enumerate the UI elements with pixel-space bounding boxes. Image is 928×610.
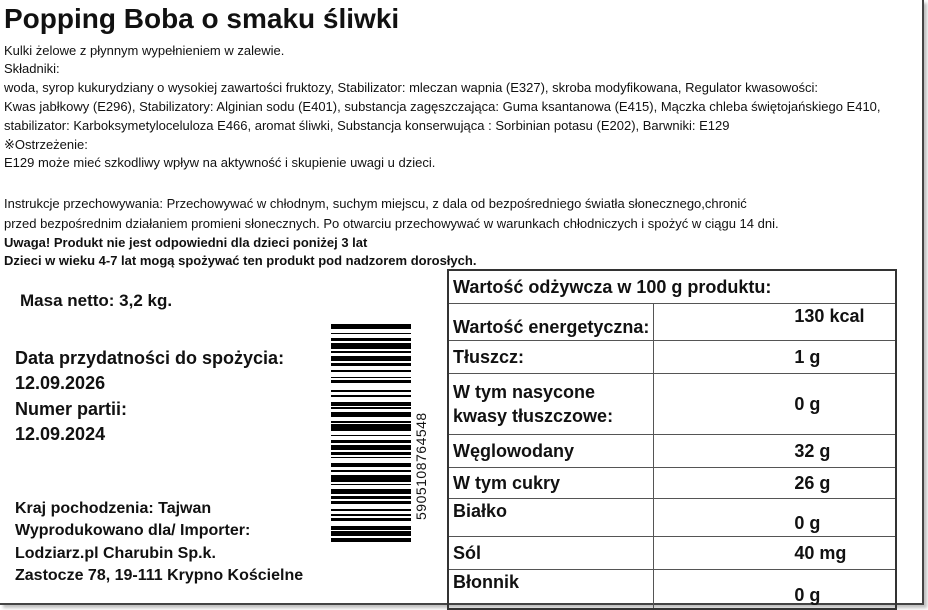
- barcode-bar: [331, 514, 411, 516]
- batch-value: 12.09.2024: [15, 424, 106, 444]
- barcode-bar: [331, 538, 411, 541]
- product-description: Kulki żelowe z płynnym wypełnieniem w zalewie.: [4, 43, 285, 58]
- country-of-origin: Kraj pochodzenia: Tajwan: [15, 500, 212, 517]
- nutrition-label: Wartość energetyczna:: [448, 304, 654, 341]
- barcode-bar: [331, 333, 411, 335]
- ingredients-heading: Składniki:: [4, 61, 60, 76]
- best-before-value: 12.09.2026: [15, 373, 106, 393]
- nutrition-value: 32 g: [654, 435, 896, 468]
- barcode-bar: [331, 407, 411, 409]
- barcode-bar: [331, 380, 411, 383]
- caution-line-1: Uwaga! Produkt nie jest odpowiedni dla dzieci poniżej 3 lat: [4, 235, 368, 250]
- barcode-bar: [331, 343, 411, 350]
- importer-label: Wyprodukowano dla/ Importer:: [15, 522, 251, 539]
- importer-name: Lodziarz.pl Charubin Sp.k.: [15, 545, 216, 562]
- storage-line-1: Instrukcje przechowywania: Przechowywać w chłodnym, suchym miejscu, z dala od bezpośredniego światła słonecznego,chronić: [4, 196, 747, 211]
- nutrition-label: Białko: [448, 499, 654, 537]
- barcode-bar: [331, 402, 411, 405]
- barcode-bar: [331, 351, 411, 353]
- nutrition-label: Tłuszcz:: [448, 341, 654, 374]
- barcode-bar: [331, 475, 411, 482]
- barcode-bar: [331, 526, 411, 529]
- barcode-bar: [331, 501, 411, 504]
- ingredients-line-1: woda, syrop kukurydziany o wysokiej zawartości fruktozy, Stabilizator: mleczan wapnia (E327), skroba modyfikowana, Regulator kwasowości:: [4, 80, 819, 95]
- ingredients-line-3: stabilizator: Karboksymetyloceluloza E466, aromat śliwki, Substancja konserwująca : Sorbinian potasu (E202), Barwniki: E129: [4, 118, 730, 133]
- nutrition-label: Sól: [448, 537, 654, 570]
- barcode-bar: [331, 324, 411, 329]
- net-mass: Masa netto: 3,2 kg.: [20, 291, 173, 310]
- ingredients-line-2: Kwas jabłkowy (E296), Stabilizatory: Alginian sodu (E401), substancja zagęszczająca: Guma ksantanowa (E415), Mączka chleba świętojańskiego E410,: [4, 99, 881, 114]
- best-before-label: Data przydatności do spożycia:: [15, 348, 285, 368]
- barcode-bar: [331, 509, 411, 511]
- barcode-bar: [331, 395, 411, 397]
- nutrition-label: W tym cukry: [448, 468, 654, 499]
- barcode: [331, 324, 411, 592]
- nutrition-row: [448, 570, 896, 610]
- nutrition-table: [447, 269, 897, 610]
- barcode-bar: [331, 421, 411, 423]
- nutrition-header: Wartość odżywcza w 100 g produktu:: [448, 270, 896, 304]
- nutrition-row: [448, 468, 896, 499]
- nutrition-label: Węglowodany: [448, 435, 654, 468]
- barcode-bar: [331, 463, 411, 466]
- barcode-bar: [331, 457, 411, 459]
- barcode-bar: [331, 356, 411, 361]
- nutrition-row: [448, 435, 896, 468]
- barcode-bars: [331, 324, 411, 592]
- nutrition-row: [448, 341, 896, 374]
- nutrition-label: Błonnik: [448, 570, 654, 610]
- warning-heading: ※Ostrzeżenie:: [4, 137, 88, 152]
- barcode-bar: [331, 435, 411, 437]
- nutrition-value: 0 g: [654, 374, 896, 435]
- warning-text: E129 może mieć szkodliwy wpływ na aktywność i skupienie uwagi u dzieci.: [4, 155, 436, 170]
- barcode-bar: [331, 424, 411, 431]
- barcode-bar: [331, 518, 411, 521]
- barcode-bar: [331, 531, 411, 536]
- barcode-bar: [331, 338, 411, 341]
- nutrition-row: [448, 537, 896, 570]
- barcode-bar: [331, 370, 411, 372]
- nutrition-value: 0 g: [654, 570, 896, 610]
- batch-label: Numer partii:: [15, 399, 128, 419]
- barcode-bar: [331, 445, 411, 450]
- nutrition-row: [448, 304, 896, 341]
- nutrition-header-row: [448, 270, 896, 304]
- storage-line-2: przed bezpośrednim działaniem promieni słonecznych. Po otwarciu przechowywać w warunkach chłodniczych i spożyć w ciągu 14 dni.: [4, 216, 779, 231]
- product-title: Popping Boba o smaku śliwki: [4, 3, 400, 34]
- nutrition-value: 130 kcal: [654, 304, 896, 341]
- nutrition-row: [448, 374, 896, 435]
- importer-address: Zastocze 78, 19-111 Krypno Kościelne: [15, 567, 304, 584]
- barcode-bar: [331, 412, 411, 417]
- barcode-bar: [331, 489, 411, 494]
- barcode-number: 5905108764548: [413, 412, 429, 520]
- nutrition-value: 40 mg: [654, 537, 896, 570]
- nutrition-value: 1 g: [654, 341, 896, 374]
- barcode-bar: [331, 390, 411, 392]
- barcode-bar: [331, 440, 411, 443]
- barcode-bar: [331, 470, 411, 472]
- barcode-bar: [331, 377, 411, 379]
- nutrition-value: 0 g: [654, 499, 896, 537]
- caution-line-2: Dzieci w wieku 4-7 lat mogą spożywać ten produkt pod nadzorem dorosłych.: [4, 253, 477, 268]
- barcode-bar: [331, 496, 411, 499]
- barcode-bar: [331, 452, 411, 455]
- nutrition-value: 26 g: [654, 468, 896, 499]
- barcode-bar: [331, 363, 411, 366]
- nutrition-label: W tym nasycone kwasy tłuszczowe:: [448, 374, 654, 435]
- barcode-bar: [331, 484, 411, 486]
- nutrition-row: [448, 499, 896, 537]
